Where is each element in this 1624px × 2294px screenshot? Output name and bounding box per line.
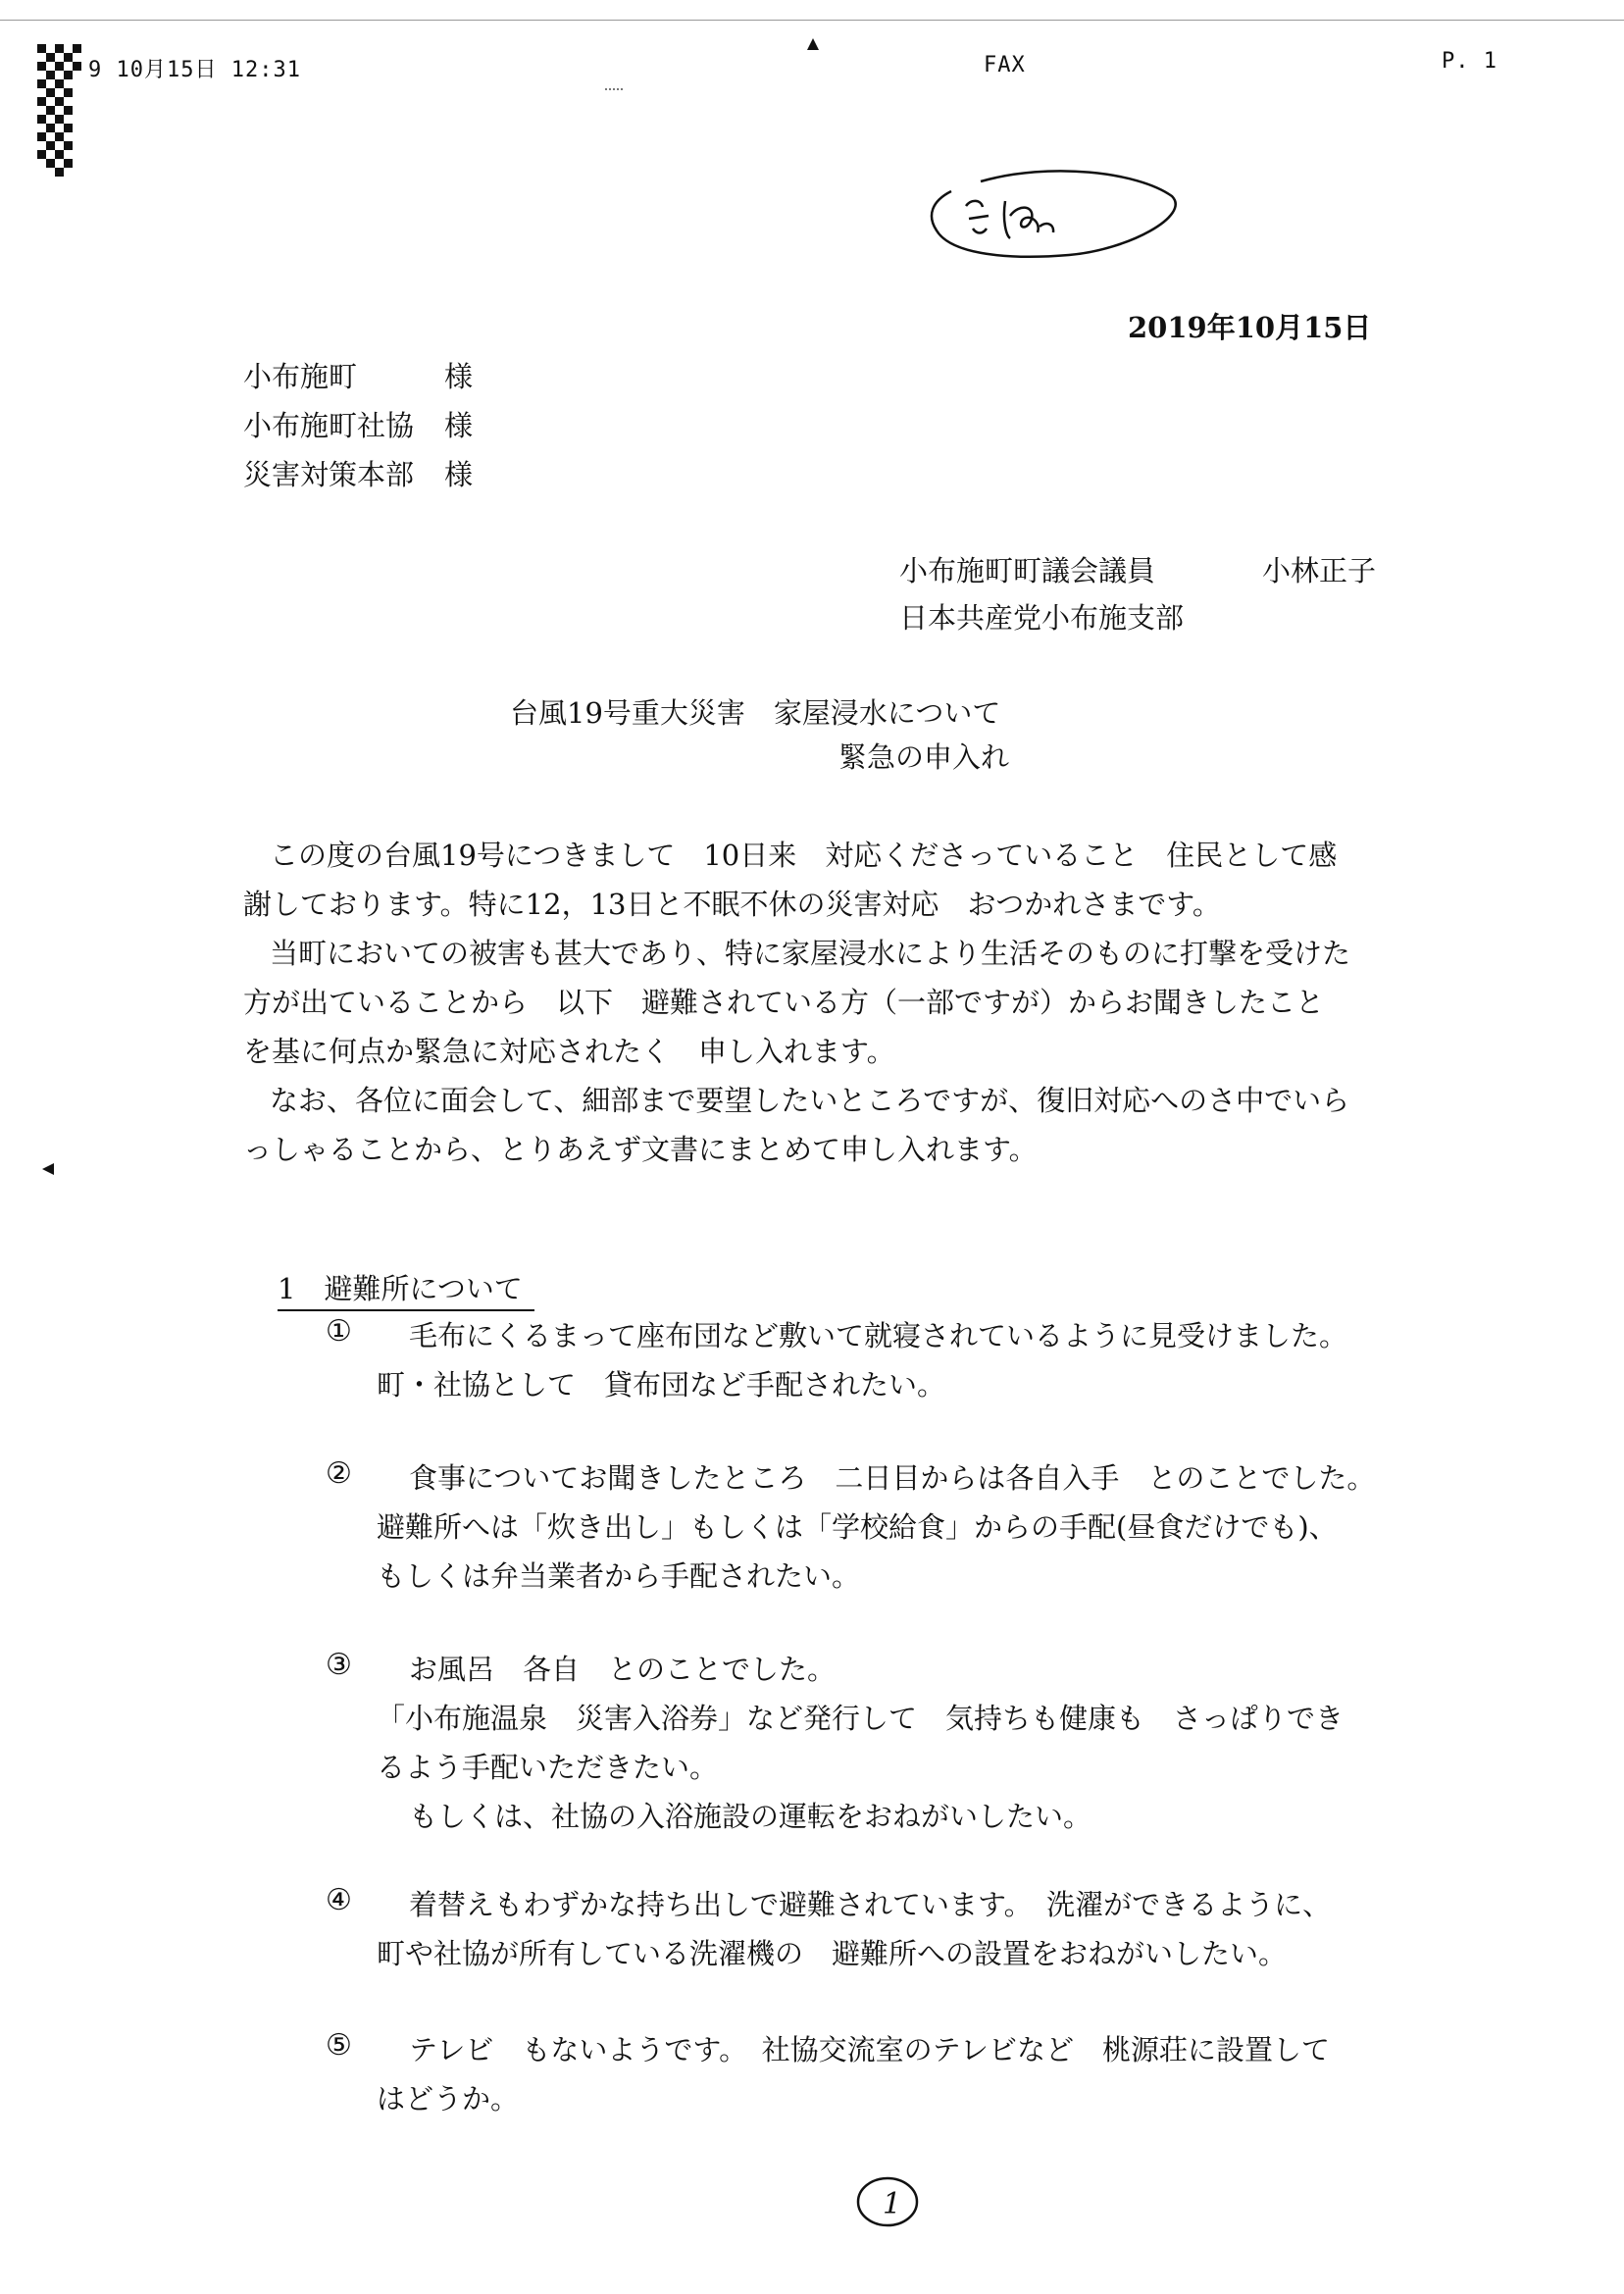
item-line: 着替えもわずかな持ち出しで避難されています。 洗濯ができるように、 [409,1888,1332,1921]
sender-organization: 日本共産党小布施支部 [899,601,1185,635]
item-line: 町や社協が所有している洗濯機の 避難所への設置をおねがいしたい。 [377,1937,1288,1970]
intro-line: 当町においての被害も甚大であり、特に家屋浸水により生活そのものに打撃を受けた [270,937,1351,970]
subject-line-2: 緊急の申入れ [838,740,1010,774]
page-number-text: 1 [883,2187,902,2221]
scan-top-edge [0,20,1624,21]
circled-page-number-mark [853,2172,922,2231]
item-number: ④ [326,1883,352,1917]
item-line: お風呂 各自 とのことでした。 [409,1653,837,1686]
intro-line: この度の台風19号につきまして 10日来 対応くださっていること 住民として感 [270,839,1338,872]
document-date: 2019年10月15日 [1128,311,1372,344]
item-line: るよう手配いただきたい。 [377,1751,719,1784]
fax-timestamp: 9 10月15日 12:31 [88,58,301,82]
sender-name: 小林正子 [1262,554,1377,587]
fax-page-number: P. 1 [1442,49,1497,74]
sender-title: 小布施町町議会議員 [899,554,1156,587]
recipient-honorific: 様 [444,360,474,393]
recipient-honorific: 様 [444,409,474,442]
item-number: ③ [326,1648,352,1682]
item-line: 避難所へは「炊き出し」もしくは「学校給食」からの手配(昼食だけでも)、 [377,1510,1338,1544]
intro-line: を基に何点か緊急に対応されたく 申し入れます。 [243,1035,895,1068]
item-line: 町・社協として 貸布団など手配されたい。 [377,1368,946,1402]
scan-triangle-mark-top [806,37,820,51]
item-line: もしくは弁当業者から手配されたい。 [377,1559,861,1593]
subject-line-1: 台風19号重大災害 家屋浸水について [510,696,1001,730]
item-line: テレビ もないようです。 社協交流室のテレビなど 桃源荘に設置して [409,2033,1331,2066]
handwritten-initial-mark [912,162,1187,280]
intro-line: っしゃることから、とりあえず文書にまとめて申し入れます。 [243,1133,1038,1166]
intro-line: なお、各位に面会して、細部まで要望したいところですが、復旧対応へのさ中でいら [270,1084,1350,1117]
item-line: 「小布施温泉 災害入浴券」など発行して 気持ちも健康も さっぱりでき [377,1702,1345,1735]
fax-label: FAX [984,53,1026,77]
item-number: ② [326,1456,352,1491]
recipient-name: 小布施町社協 [243,409,415,442]
item-line: はどうか。 [377,2082,520,2116]
item-line: 毛布にくるまって座布団など敷いて就寝されているように見受けました。 [409,1319,1348,1352]
intro-line: 方が出ていることから 以下 避難されている方（一部ですが）からお聞きしたこと [243,986,1325,1019]
recipient-honorific: 様 [444,458,474,491]
recipient-name: 災害対策本部 [243,458,415,491]
fax-registration-mark [37,44,90,181]
scan-speck [605,88,623,92]
recipient-name: 小布施町 [243,360,358,393]
section-heading: 1 避難所について [278,1267,534,1311]
intro-line: 謝しております。特に12，13日と不眠不休の災害対応 おつかれさまです。 [243,888,1221,921]
scan-triangle-mark-left [41,1162,55,1176]
item-line: 食事についてお聞きしたところ 二日目からは各自入手 とのことでした。 [409,1461,1376,1495]
item-line: もしくは、社協の入浴施設の運転をおねがいしたい。 [409,1800,1092,1833]
item-number: ⑤ [326,2028,352,2063]
item-number: ① [326,1314,352,1349]
